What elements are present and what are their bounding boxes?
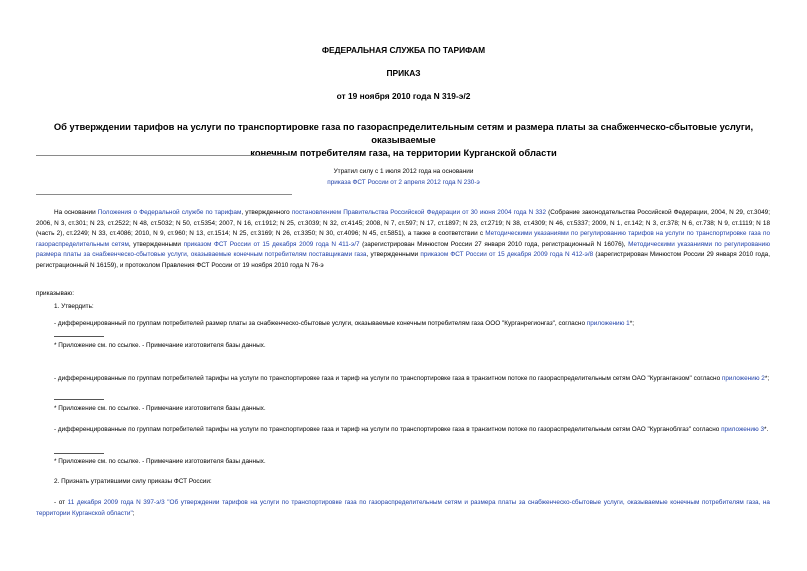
doc-title (36, 120, 771, 159)
transport-guidelines-link[interactable]: Методическими указаниями по регулированию тарифов на услуги по транспортировке газа по газораспределительным сетям (36, 230, 771, 248)
footnote-1: * Приложение см. по ссылке. - Примечание изготовителя базы данных. (54, 342, 266, 349)
footnote-rule (54, 399, 104, 400)
bullet-1 (54, 319, 770, 330)
footnote-rule (54, 336, 104, 337)
separator-bottom (36, 194, 292, 195)
government-decree-link[interactable]: постановлением Правительства Российской Федерации от 30 июня 2004 года N 332 (291, 209, 547, 216)
item-1-heading: 1. Утвердить: (54, 303, 94, 310)
bullet-text: *; (764, 375, 770, 382)
appendix-3-link[interactable]: приложению 3 (721, 426, 765, 433)
bullet-4 (36, 498, 770, 519)
appendix-1-link[interactable]: приложению 1 (586, 320, 630, 327)
footnote-2: * Приложение см. по ссылке. - Примечание изготовителя базы данных. (54, 405, 266, 412)
item-2-heading: 2. Признать утратившими силу приказы ФСТ России: (54, 478, 212, 485)
preamble-text: На основании (54, 209, 98, 216)
bullet-text: *. (764, 426, 769, 433)
preamble-text: (Собрание законодательства Российской Федерации, 2004, N 29, ст.3049; 2006, N 3, ст.301; N 23, ст.2522; N 48, ст.5032; N 50, ст.5354; 2007, N 16, ст.1912; N 25, ст.3039; N 32, ст.4145; 2008, N 7, ст.597; N 17, ст.1897; N 23, ст.2719; N 38, ст.4309; N 46, ст.5337; 2009, N 1, ст.142; N 3, ст.378; N 6, ст.738; N 9, ст.1119; N 18 (часть 2), ст.2249; N 33, ст.4086; 2010, N 9, ст.960; N 13, ст.1514; N 25, ст.3169; N 26, ст.3350; N 30, ст.4096; N 45, ст.5851), а также в соответствии с (36, 209, 771, 238)
regulation-link[interactable]: Положения о Федеральной службе по тарифам (97, 209, 242, 216)
doc-type: ПРИКАЗ (386, 68, 421, 78)
bullet-3 (54, 425, 770, 436)
order-word: приказываю: (36, 290, 74, 297)
doc-date-number: от 19 ноября 2010 года N 319-э/2 (336, 91, 471, 101)
bullet-text: - дифференцированные по группам потребителей тарифы на услуги по транспортировке газа и тариф на услуги по транспортировке газа в транзитном потоке по газораспределительным сетям ОАО "Курганоблгаз" согласно (54, 426, 722, 433)
appendix-2-link[interactable]: приложению 2 (721, 375, 765, 382)
bullet-text: - дифференцированный по группам потребителей размер платы за снабженческо-сбытовые услуги, оказываемые конечным потребителям газа ООО "Курганрегионгаз", согласно (54, 320, 587, 327)
bullet-text: - дифференцированные по группам потребителей тарифы на услуги по транспортировке газа и тариф на услуги по транспортировке газа в транзитном потоке по газораспределительным сетям ОАО "Курганганзом" согласно (54, 375, 722, 382)
preamble-text: , утвержденного (241, 209, 292, 216)
supply-guidelines-link[interactable]: Методическими указаниями по регулированию размера платы за снабженческо-сбытовые услуги, оказываемые конечным потребителям поставщиками газа (36, 240, 770, 259)
preamble-text: (зарегистрирован Минюстом России 27 января 2010 года, регистрационный N 16076), (359, 240, 629, 248)
preamble-text: , утвержденными (128, 240, 184, 248)
bullet-2 (54, 374, 770, 385)
preamble-text: (зарегистрирован Минюстом России 29 января 2010 года, регистрационный N 16159), и протоколом Правления ФСТ России от 19 ноября 2010 года N 76-э (36, 251, 770, 269)
repeal-status: Утратил силу с 1 июля 2012 года на основании (333, 168, 474, 175)
order-412-link[interactable]: приказом ФСТ России от 15 декабря 2009 года N 412-э/8 (420, 251, 594, 259)
footnote-rule (54, 453, 104, 454)
repealed-order-397-link[interactable]: 11 декабря 2009 года N 397-э/3 "Об утверждении тарифов на услуги по транспортировке газа по газораспределительным сетям и размера платы за снабженческо-сбытовые услуги, оказываемые конечным потребителям газа, на территории Курганской области" (36, 499, 770, 517)
separator-top (36, 155, 292, 156)
bullet-text: ; (132, 509, 135, 517)
bullet-text: *; (629, 320, 634, 327)
bullet-text: - от (54, 499, 68, 506)
agency-name: ФЕДЕРАЛЬНАЯ СЛУЖБА ПО ТАРИФАМ (321, 45, 486, 55)
order-411-link[interactable]: приказом ФСТ России от 15 декабря 2009 года N 411-э/7 (183, 240, 360, 248)
footnote-3: * Приложение см. по ссылке. - Примечание изготовителя базы данных. (54, 458, 266, 465)
repeal-order-link[interactable]: приказа ФСТ России от 2 апреля 2012 года N 230-э (327, 179, 480, 186)
preamble-text: , утвержденными (366, 251, 421, 259)
preamble-paragraph (36, 208, 770, 272)
doc-title-line-2: конечным потребителям газа, на территории Курганской области (250, 147, 557, 158)
doc-title-line-1: Об утверждении тарифов на услуги по транспортировке газа по газораспределительным сетям и размера платы за снабженческо-сбытовые услуги, оказываемые (53, 121, 754, 145)
